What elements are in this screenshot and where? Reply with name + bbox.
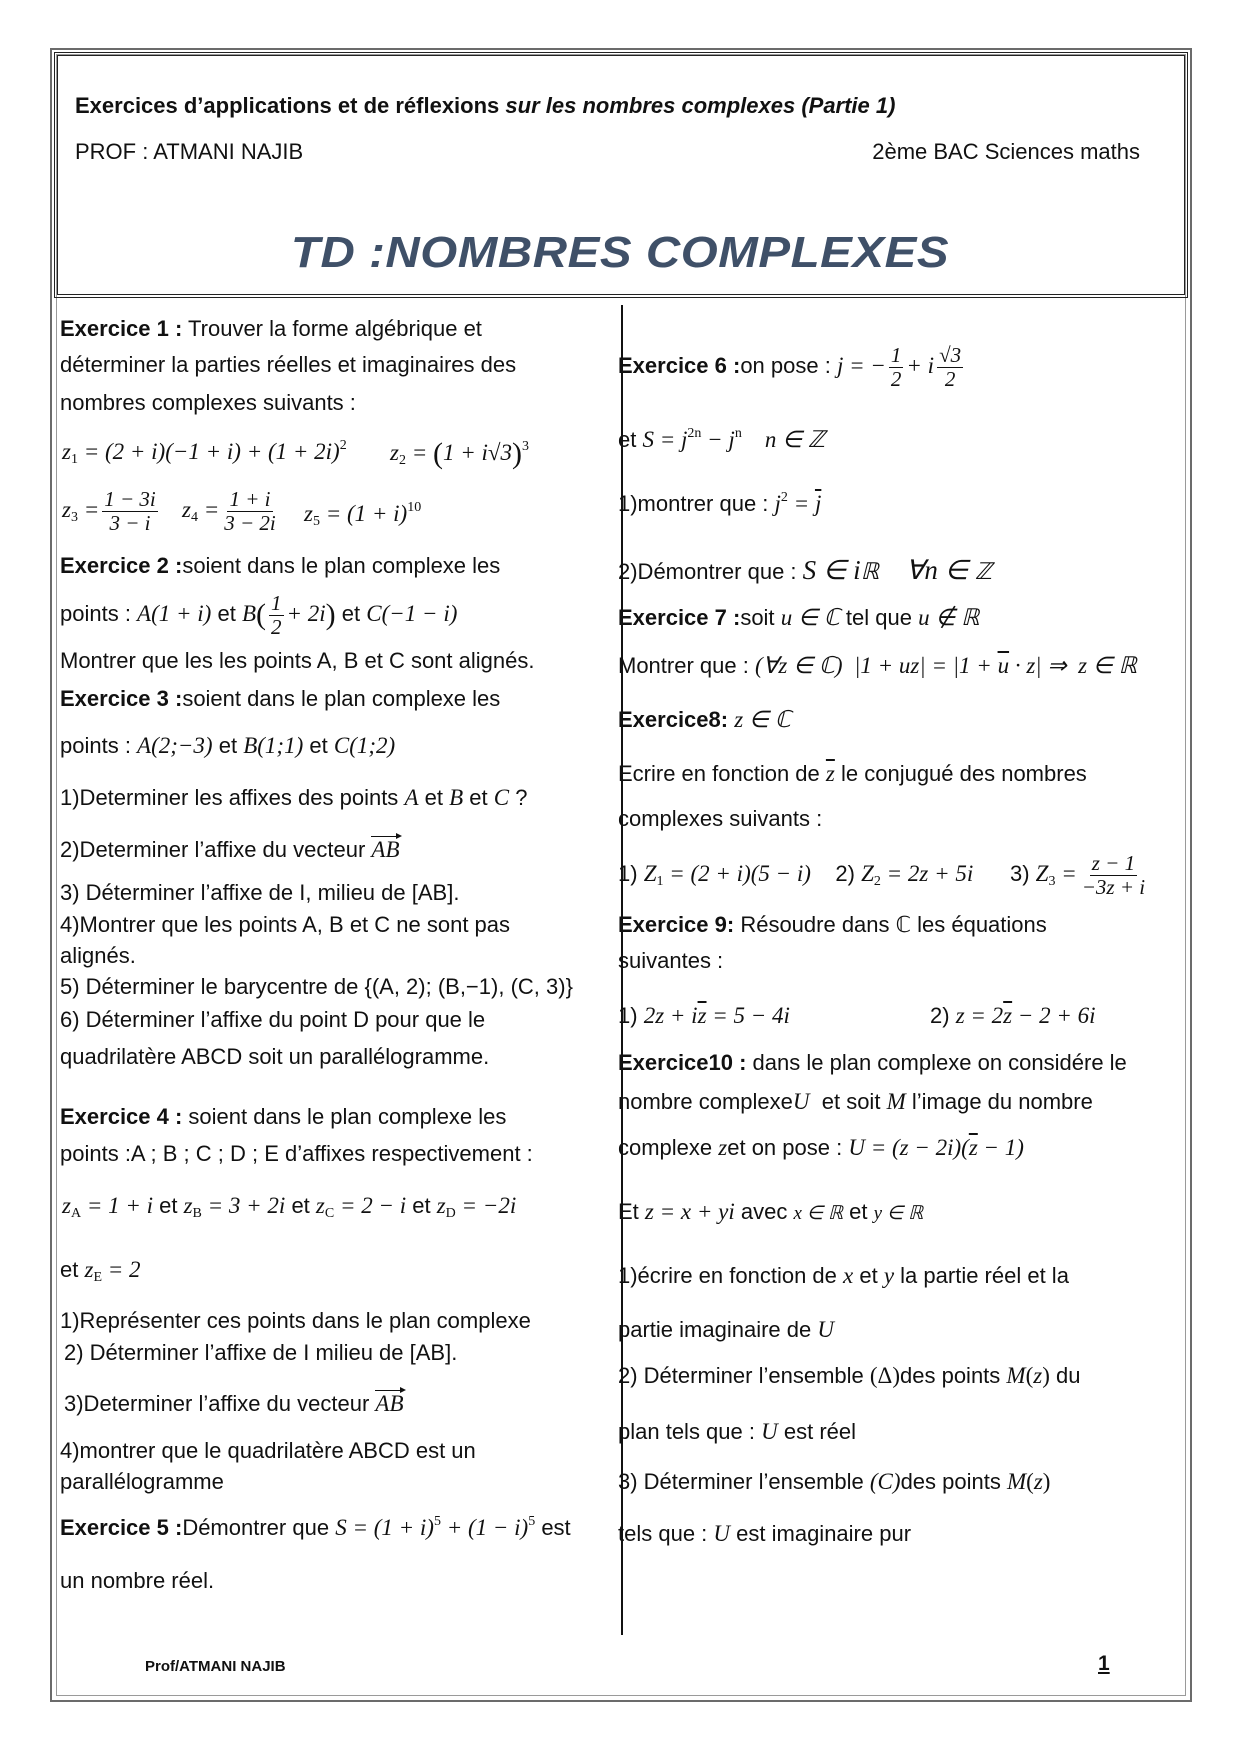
exercise-10-q1: 1)écrire en fonction de x et y la partie réel et la	[618, 1263, 1069, 1288]
exercise-3-q1: 1)Determiner les affixes des points A et B et C ?	[60, 785, 528, 810]
exercise-8-items: 1) $Z_1 = (2 + i)(5 - i)$ 2) $Z_2 = 2z + 5i$ 3) $Z_3$ = $\frac{z - 1}{-3z + i}$	[618, 851, 1146, 900]
exercise-10-heading: Exercice10 : dans le plan complexe on considére le	[618, 1050, 1127, 1075]
footer-author: Prof/ATMANI NAJIB	[145, 1658, 286, 1675]
exercise-10-q3: 3) Déterminer l’ensemble (C)des points M(z)	[618, 1469, 1051, 1494]
exercise-4-q3: 3)Determiner l’affixe du vecteur AB	[64, 1391, 404, 1416]
exercise-7-question: Montrer que : (∀z ∈ ℂ) $|1 + uz| = |1 + \overline{u} \cdot z|$ ⇒ z ∈ ℝ	[618, 653, 1137, 678]
exercise-8-heading: Exercice8: z ∈ ℂ	[618, 707, 791, 732]
exercise-6-q2: 2)Démontrer que : S ∈ iℝ ∀n ∈ ℤ	[618, 555, 993, 585]
exercise-1-text: nombres complexes suivants :	[60, 390, 356, 415]
header-prof: PROF : ATMANI NAJIB	[75, 139, 304, 164]
exercise-1-z3: $z_3$ = $\frac{1 - 3i}{3 - i}$	[62, 487, 156, 536]
vector-ab: AB	[371, 837, 400, 862]
exercise-1-heading: Exercice 1 : Trouver la forme algébrique et	[60, 316, 482, 341]
exercise-4-q4: parallélogramme	[60, 1469, 224, 1494]
exercise-4-heading: Exercice 4 : soient dans le plan complexe les	[60, 1104, 507, 1129]
vector-ab: AB	[375, 1391, 404, 1416]
exercise-9-text: suivantes :	[618, 948, 724, 973]
exercise-2-points: points : A(1 + i) et B( $\frac{1}{2}$ + 2i) et C(−1 − i)	[60, 591, 458, 640]
exercise-10-q3: tels que : U est imaginaire pur	[618, 1521, 912, 1546]
exercise-3-q5: 5) Déterminer le barycentre de {(A, 2); (B,−1), (C, 3)}	[60, 974, 573, 999]
header-subtitle: Exercices d’applications et de réflexions sur les nombres complexes (Partie 1)	[75, 93, 896, 118]
exercise-6-heading: Exercice 6 :on pose : j = − $\frac{1}{2}$ + i $\frac{√3}{2}$	[618, 343, 962, 392]
exercise-6-q1: 1)montrer que : $j^2 = \overline{j}$	[618, 490, 822, 516]
exercise-3-q4: 4)Montrer que les points A, B et C ne sont pas	[60, 912, 511, 937]
exercise-3-q6: 6) Déterminer l’affixe du point D pour que le	[60, 1007, 486, 1032]
exercise-1-z1: $z_1 = (2 + i)(-1 + i) + (1 + 2i)^2$	[62, 438, 347, 467]
exercise-6-s-def: et $S = j^{2n} - j^n$ n ∈ ℤ	[618, 426, 826, 452]
page-number: 1	[1098, 1652, 1110, 1675]
exercise-1-z4: $z_4$ = $\frac{1 + i}{3 - 2i}$	[182, 487, 276, 536]
exercise-4-affixes: $z_A = 1 + i$ et $z_B = 3 + 2i$ et $z_C = 2 - i$ et $z_D = -2i$	[62, 1193, 517, 1221]
exercise-1-z2: $z_2 = (1 + i√3)^3$	[390, 437, 530, 470]
exercise-9-eq1: 1) $2z + i\overline{z} = 5 - 4i$	[618, 1003, 790, 1028]
exercise-9-heading: Exercice 9: Résoudre dans ℂ les équations	[618, 912, 1047, 937]
exercise-2-heading: Exercice 2 :soient dans le plan complexe les	[60, 553, 501, 578]
exercise-2-question: Montrer que les les points A, B et C sont alignés.	[60, 648, 535, 673]
header-level: 2ème BAC Sciences maths	[872, 139, 1140, 164]
exercise-1-z5: $z_5 = (1 + i)^{10}$	[304, 500, 422, 529]
exercise-4-q4: 4)montrer que le quadrilatère ABCD est un	[60, 1438, 476, 1463]
exercise-5-heading: Exercice 5 :Démontrer que $S = (1 + i)^5 + (1 - i)^5$ est	[60, 1514, 571, 1540]
exercise-8-text: Ecrire en fonction de $\overline{z}$ le conjugué des nombres	[618, 761, 1087, 786]
exercise-4-ze: et $z_E = 2$	[60, 1257, 141, 1285]
exercise-3-q3: 3) Déterminer l’affixe de I, milieu de [AB].	[60, 880, 460, 905]
exercise-10-text: nombre complexeU et soit M l’image du nombre	[618, 1089, 1093, 1114]
exercise-8-text: complexes suivants :	[618, 806, 823, 831]
exercise-10-q2: 2) Déterminer l’ensemble (Δ)des points M(z) du	[618, 1363, 1081, 1388]
exercise-3-points: points : A(2;−3) et B(1;1) et C(1;2)	[60, 733, 396, 758]
exercise-4-q2: 2) Déterminer l’affixe de I milieu de [AB].	[64, 1340, 458, 1365]
exercise-1-text: déterminer la parties réelles et imaginaires des	[60, 352, 517, 377]
exercise-4-text: points :A ; B ; C ; D ; E d’affixes respectivement :	[60, 1141, 533, 1166]
exercise-3-q6: quadrilatère ABCD soit un parallélogramme.	[60, 1044, 490, 1069]
exercise-10-u-def: complexe zet on pose : $U = (z - 2i)(\overline{z} - 1)$	[618, 1135, 1024, 1160]
exercise-3-heading: Exercice 3 :soient dans le plan complexe les	[60, 686, 501, 711]
page-title: TD :NOMBRES COMPLEXES	[290, 228, 950, 277]
exercise-7-heading: Exercice 7 :soit u ∈ ℂ tel que u ∉ ℝ	[618, 605, 980, 630]
exercise-4-q1: 1)Représenter ces points dans le plan complexe	[60, 1308, 531, 1333]
exercise-5-text: un nombre réel.	[60, 1568, 215, 1593]
exercise-10-z-def: Et z = x + yi avec x ∈ ℝ et y ∈ ℝ	[618, 1199, 924, 1224]
exercise-3-q4: alignés.	[60, 943, 136, 968]
exercise-3-q2: 2)Determiner l’affixe du vecteur AB	[60, 837, 400, 862]
exercise-10-q2: plan tels que : U est réel	[618, 1419, 857, 1444]
exercise-10-q1: partie imaginaire de U	[618, 1317, 834, 1342]
exercise-9-eq2: 2) $z = 2\overline{z} - 2 + 6i$	[930, 1003, 1096, 1028]
